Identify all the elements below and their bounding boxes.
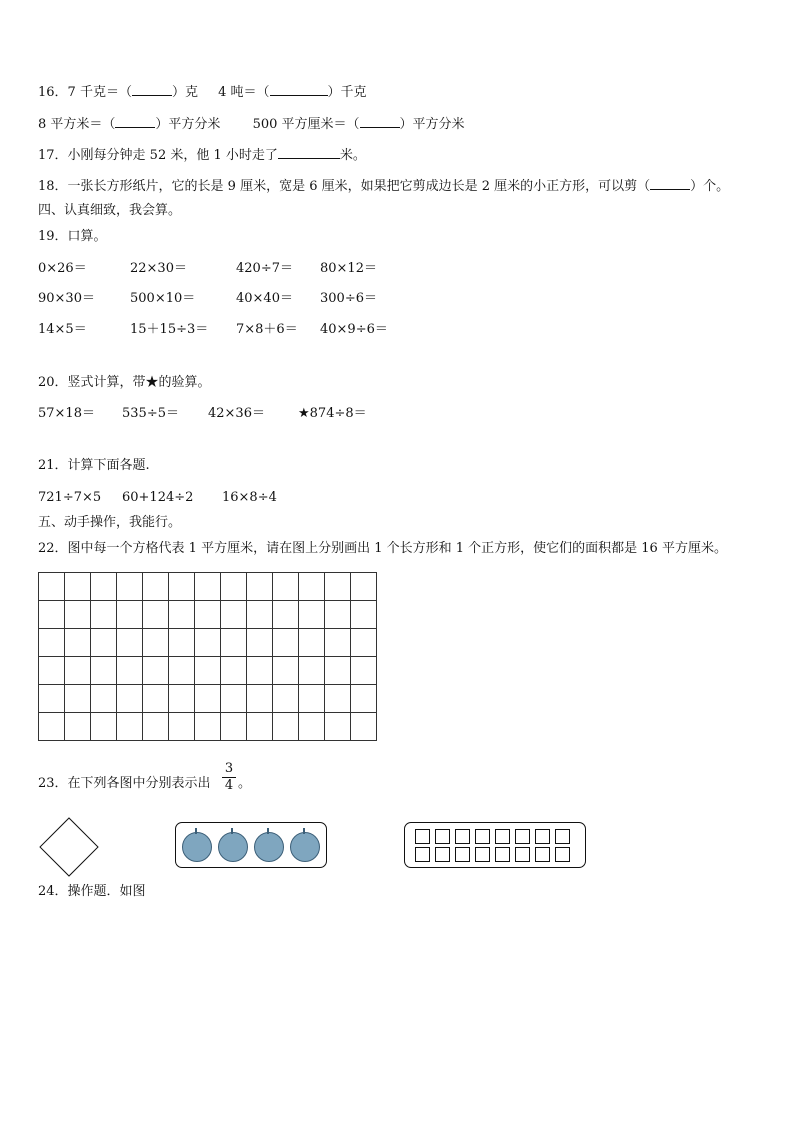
q16-text-f: ）平方分米: [155, 117, 221, 132]
small-square: [515, 829, 530, 844]
q19-item: 80×12＝: [320, 261, 377, 276]
q19-item: 0×26＝: [38, 261, 87, 276]
q19-item: 90×30＝: [38, 291, 95, 306]
apple-icon: [290, 832, 320, 862]
q21-item: 721÷7×5: [38, 490, 102, 505]
q21-item: 60+124÷2: [122, 490, 194, 505]
square-grid[interactable]: [38, 572, 377, 741]
small-square: [555, 829, 570, 844]
section-5-heading: 五、动手操作，我能行。: [38, 515, 182, 530]
q16-blank-2[interactable]: [270, 83, 328, 96]
q19-item: 300÷6＝: [320, 291, 377, 306]
q17-text-a: 17．小刚每分钟走 52 米，他 1 小时走了: [38, 148, 278, 163]
q21-item: 16×8÷4: [222, 490, 277, 505]
fraction-denominator: 4: [224, 778, 234, 793]
q22-text: 22．图中每一个方格代表 1 平方厘米，请在图上分别画出 1 个长方形和 1 个正方形，使它们的面积都是 16 平方厘米。: [38, 541, 727, 556]
q23-text: [38, 776, 211, 792]
small-square: [535, 847, 550, 862]
q20-item: 535÷5＝: [122, 406, 179, 421]
small-square: [515, 847, 530, 862]
q18-blank[interactable]: [650, 177, 690, 190]
fraction-numerator: 3: [224, 761, 234, 776]
q19-item: 420÷7＝: [236, 261, 293, 276]
q18: [38, 177, 729, 195]
q17-blank[interactable]: [278, 146, 340, 159]
q16-text-d: ）千克: [327, 85, 367, 100]
q16-text-e: 8 平方米＝（: [38, 117, 116, 132]
small-square: [435, 829, 450, 844]
q21-title: 21．计算下面各题.: [38, 458, 150, 473]
q23-text-a: 23．在下列各图中分别表示出: [38, 776, 211, 791]
q16-text-a: 16．7 千克＝（: [38, 85, 132, 100]
q16-text-g: 500 平方厘米＝（: [252, 117, 360, 132]
small-square: [415, 847, 430, 862]
q19-item: 40×9÷6＝: [320, 322, 388, 337]
q16-line1: [38, 83, 367, 101]
q16-blank-1[interactable]: [132, 83, 172, 96]
apple-icon: [182, 832, 212, 862]
q16-blank-3[interactable]: [115, 115, 155, 128]
q20-item: ★874÷8＝: [298, 406, 367, 421]
q16-text-b: ）克: [171, 85, 198, 100]
q23-text-end: 。: [238, 776, 252, 791]
apple-icon: [254, 832, 284, 862]
q20-item: 42×36＝: [208, 406, 265, 421]
small-square: [495, 829, 510, 844]
q20-title: 20．竖式计算，带★的验算。: [38, 375, 211, 390]
q16-line2: [38, 115, 465, 133]
section-4-heading: 四、认真细致，我会算。: [38, 203, 182, 218]
q24-text: 24．操作题．如图: [38, 884, 146, 899]
q16-text-h: ）平方分米: [399, 117, 465, 132]
small-square: [455, 829, 470, 844]
small-squares-box[interactable]: [404, 822, 586, 868]
diamond-shape[interactable]: [39, 817, 98, 876]
q19-item: 15＋15÷3＝: [130, 322, 209, 337]
fraction-three-quarters: [222, 762, 236, 793]
small-square: [415, 829, 430, 844]
small-square: [495, 847, 510, 862]
apple-box[interactable]: [175, 822, 327, 868]
q17: [38, 146, 366, 164]
q19-item: 7×8＋6＝: [236, 322, 298, 337]
q19-item: 40×40＝: [236, 291, 293, 306]
q16-blank-4[interactable]: [360, 115, 400, 128]
small-square: [475, 847, 490, 862]
small-square: [535, 829, 550, 844]
q19-item: 14×5＝: [38, 322, 87, 337]
q18-text-b: ）个。: [690, 179, 730, 194]
small-square: [475, 829, 490, 844]
q19-title: 19．口算。: [38, 229, 107, 244]
q16-text-c: 4 吨＝（: [218, 85, 270, 100]
q19-item: 500×10＝: [130, 291, 196, 306]
q18-text-a: 18．一张长方形纸片，它的长是 9 厘米，宽是 6 厘米，如果把它剪成边长是 2 厘米的小正方形，可以剪（: [38, 179, 651, 194]
small-square: [555, 847, 570, 862]
q17-text-b: 米。: [339, 148, 366, 163]
q19-item: 22×30＝: [130, 261, 187, 276]
small-square: [435, 847, 450, 862]
q20-item: 57×18＝: [38, 406, 95, 421]
apple-icon: [218, 832, 248, 862]
small-square: [455, 847, 470, 862]
